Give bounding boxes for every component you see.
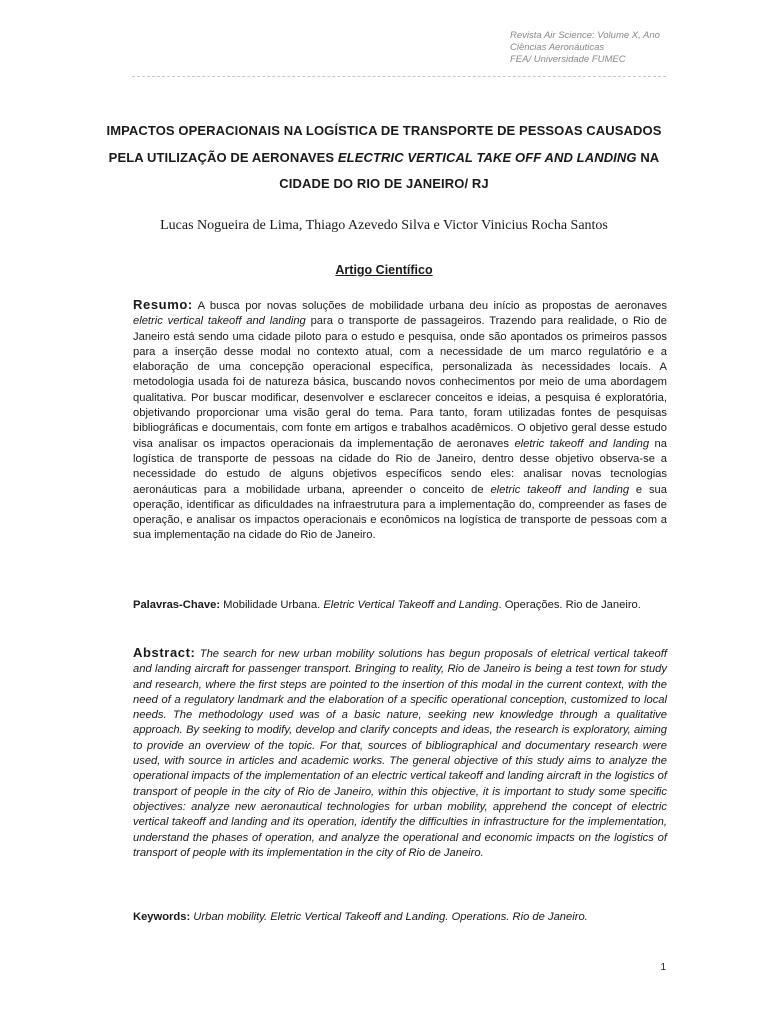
paper-title <box>100 118 668 198</box>
keywords-pt-text-2: . Operações. Rio de Janeiro. <box>498 599 641 611</box>
running-header <box>510 30 750 66</box>
header-divider <box>132 76 666 77</box>
resumo-paragraph <box>133 297 667 544</box>
abstract-label: Abstract: <box>133 645 196 660</box>
resumo-text-4: e sua operação, identificar as dificuldades na infraestrutura para a implementação do, compreender as fases de operação, e analisar os impactos operacionais e econômicos na logística de transporte de pessoas com a sua implementação na cidade do Rio de Janeiro. <box>133 483 667 542</box>
page-number: 1 <box>660 962 666 973</box>
article-type <box>80 263 688 277</box>
title-part-2: NA CIDADE DO RIO DE JANEIRO/ RJ <box>279 149 660 191</box>
abstract-text: The search for new urban mobility solutions has begun proposals of eletrical vertical takeoff and landing aircraft for passenger transport. Bringing to reality, Rio de Janeiro is being a test town for study and research, where the first steps are pointed to the insertion of this modal in the current context, with the need of a regulatory landmark and the elaboration of a specific operational conception, customized to local needs. The methodology used was of a basic nature, seeking new knowledge through a qualitative approach. By seeking to modify, develop and clarify concepts and ideas, the research is exploratory, aiming to provide an overview of the topic. For that, sources of bibliographical and documentary research were used, with source in articles and academic works. The general objective of this study aims to analyze the operational impacts of the implementation of an electric vertical takeoff and landing aircraft in the logistics of transport of people in the city of Rio de Janeiro, within this objective, it is important to study some specific objectives: analyze new aeronautical technologies for urban mobility, apprehend the concept of electric vertical takeoff and landing and its operation, identify the difficulties in infrastructure for the implementation, understand the phases of operation, and analyze the operational and economic impacts on the logistics of transport of people with its implementation in the city of Rio de Janeiro. <box>133 648 667 859</box>
keywords-en-text: Urban mobility. Eletric Vertical Takeoff and Landing. Operations. Rio de Janeiro. <box>190 911 588 923</box>
resumo-italic-3: eletric takeoff and landing <box>490 483 630 496</box>
title-italic: ELECTRIC VERTICAL TAKE OFF AND LANDING <box>337 149 637 165</box>
keywords-pt-label: Palavras-Chave: <box>133 599 221 611</box>
keywords-pt-italic: Eletric Vertical Takeoff and Landing <box>323 599 499 611</box>
resumo-text-1: A busca por novas soluções de mobilidade urbana deu início as propostas de aeronaves <box>192 300 667 312</box>
resumo-text-3: na logística de transporte de pessoas na cidade do Rio de Janeiro, dentro desse objetivo observa-se a necessidade do estudo de alguns objetivos específicos sendo eles: analisar novas tecnologias aeronáuticas para a mobilidade urbana, apreender o conceito de <box>133 437 667 496</box>
resumo-italic-2: eletric takeoff and landing <box>514 437 650 450</box>
keywords-en <box>133 910 667 925</box>
title-part-1: IMPACTOS OPERACIONAIS NA LOGÍSTICA DE TRANSPORTE DE PESSOAS CAUSADOS PELA UTILIZAÇÃO DE AERONAVES <box>106 123 662 165</box>
keywords-pt-text-1: Mobilidade Urbana. <box>220 599 324 611</box>
header-journal: Revista Air Science: Volume X, Ano <box>510 30 660 41</box>
resumo-text-2: para o transporte de passageiros. Trazendo para realidade, o Rio de Janeiro está sendo uma cidade piloto para o estudo e pesquisa, onde são apontados os primeiros passos para a inserção desse modal no contexto atual, com a necessidade de um marco regulatório e a elaboração de uma concepção operacional específica, personalizada às necessidades locais. A metodologia usada foi de natureza básica, buscando novos conhecimentos por meio de uma abordagem qualitativa. Por buscar modificar, desenvolver e esclarecer conceitos e ideias, a pesquisa é exploratória, objetivando proporcionar uma visão geral do tema. Para tanto, foram utilizadas fontes de pesquisas bibliográficas e documentais, com fonte em artigos e trabalhos acadêmicos. O objetivo geral desse estudo visa analisar os impactos operacionais da implementação de aeronaves <box>133 315 667 450</box>
header-field: Ciências Aeronáuticas <box>510 42 605 53</box>
article-type-label: Artigo Científico <box>335 263 433 277</box>
abstract-paragraph <box>133 645 667 861</box>
authors: Lucas Nogueira de Lima, Thiago Azevedo Silva e Victor Vinicius Rocha Santos <box>160 218 608 233</box>
keywords-pt <box>133 598 667 613</box>
keywords-en-label: Keywords: <box>133 911 191 923</box>
resumo-label: Resumo: <box>133 297 193 312</box>
header-institution: FEA/ Universidade FUMEC <box>510 54 626 65</box>
resumo-italic-1: eletric vertical takeoff and landing <box>133 315 306 328</box>
